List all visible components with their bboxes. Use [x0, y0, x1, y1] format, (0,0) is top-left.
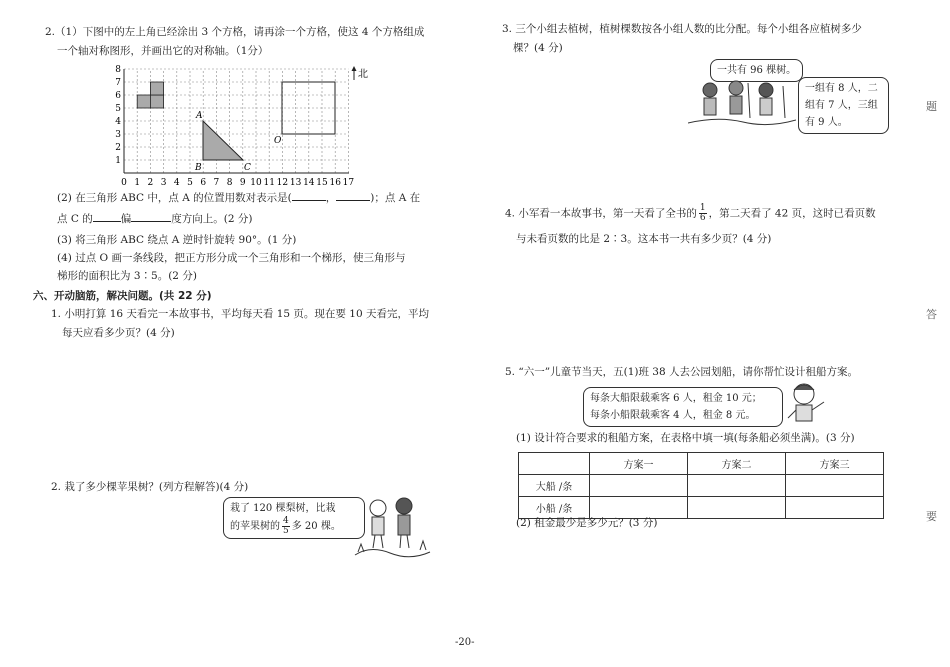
y-tick-label: 4: [115, 117, 121, 127]
table-cell[interactable]: [688, 497, 786, 519]
r3-bubble-groups: 一组有 8 人，二 组有 7 人，三组 有 9 人。: [798, 77, 889, 134]
page-number: -20-: [455, 637, 475, 648]
x-tick-label: 13: [289, 178, 302, 188]
x-tick-label: 12: [276, 178, 289, 188]
x-tick-label: 5: [187, 178, 193, 188]
shaded-square: [150, 82, 163, 95]
x-tick-label: 1: [134, 178, 141, 188]
rental-plan-table: [518, 452, 884, 519]
row-label-small-boat: 小船 /条: [519, 497, 590, 519]
y-tick-label: 3: [115, 130, 121, 140]
x-tick-label: 0: [121, 178, 127, 188]
r5-line1: 5. “六一”儿童节当天，五(1)班 38 人去公园划船，请你帮忙设计租船方案。: [505, 366, 858, 378]
table-header-cell: [519, 453, 590, 475]
r3-line1: 3. 三个小组去植树，植树棵数按各小组人数的比分配。每个小组各应植树多少: [502, 23, 862, 35]
margin-mark: 题: [926, 100, 937, 113]
s1-line2: 每天应看多少页？(4 分): [62, 327, 175, 339]
y-tick-label: 5: [115, 104, 121, 114]
table-header-cell: 方案一: [590, 453, 688, 475]
label-b: B: [195, 163, 202, 173]
shaded-square: [150, 95, 163, 108]
q2-part4-line1: (4) 过点 O 画一条线段，把正方形分成一个三角形和一个梯形，使三角形与: [57, 252, 406, 264]
label-c: C: [244, 163, 251, 173]
table-header-cell: 方案三: [786, 453, 884, 475]
s2-speech-bubble: 栽了 120 棵梨树，比栽 的苹果树的 $\frac{4}{5}$ 多 20 棵。: [223, 497, 365, 539]
y-tick-label: 6: [115, 91, 121, 101]
y-tick-label: 1: [115, 156, 121, 166]
triangle-abc: [203, 121, 243, 160]
label-a: A: [196, 111, 203, 121]
r5-part1: (1) 设计符合要求的租船方案，在表格中填一填(每条船必须坐满)。(3 分): [516, 432, 855, 444]
q2-part1-line2: 一个轴对称图形，并画出它的对称轴。（1分）: [57, 45, 269, 57]
y-tick-label: 7: [115, 78, 121, 88]
table-cell[interactable]: [688, 475, 786, 497]
x-tick-label: 3: [160, 178, 167, 188]
x-tick-label: 16: [329, 178, 341, 188]
r5-speech-bubble: 每条大船限载乘客 6 人，租金 10 元； 每条小船限载乘客 4 人，租金 8 元。: [583, 387, 783, 427]
x-tick-label: 14: [303, 178, 315, 188]
section-six-title: 六、开动脑筋，解决问题。(共 22 分): [33, 290, 212, 302]
table-cell[interactable]: [590, 475, 688, 497]
x-tick-label: 7: [213, 178, 220, 188]
x-tick-label: 15: [316, 178, 328, 188]
north-label: 北: [358, 69, 368, 80]
x-tick-label: 8: [226, 178, 233, 188]
table-row: [519, 475, 884, 497]
r3-bubble-total: 一共有 96 棵树。: [710, 59, 803, 82]
boy-illustration: [784, 380, 834, 428]
x-tick-label: 2: [147, 178, 154, 188]
x-tick-label: 17: [342, 178, 355, 188]
x-tick-label: 6: [200, 178, 207, 188]
r4-line2: 与未看页数的比是 2∶3。这本书一共有多少页？(4 分): [516, 233, 772, 245]
table-cell[interactable]: [786, 497, 884, 519]
q2-part1-line1: 2.（1）下图中的左上角已经涂出 3 个方格，请再涂一个方格，使这 4 个方格组成: [45, 26, 425, 38]
q2-part4-line2: 梯形的面积比为 3∶5。(2 分): [57, 270, 197, 282]
table-cell[interactable]: [786, 475, 884, 497]
r4-line1: 4. 小军看一本故事书，第一天看了全书的 $\frac{1}{6}$ ，第二天看了 42 页，这时已看页数: [505, 203, 876, 223]
x-tick-label: 11: [263, 178, 275, 188]
q2-part2-line2: 点 C 的 偏 度方向上。(2 分): [57, 213, 253, 225]
q2-part3: (3) 将三角形 ABC 绕点 A 逆时针旋转 90°。(1 分): [57, 234, 297, 246]
children-planting-illustration: [350, 490, 435, 565]
q2-part2-line1: (2) 在三角形 ABC 中，点 A 的位置用数对表示是( ， )；点 A 在: [57, 192, 421, 204]
r3-line2: 棵？(4 分): [513, 42, 563, 54]
y-tick-label: 2: [115, 143, 121, 153]
y-tick-label: 8: [115, 65, 121, 75]
north-arrowhead-icon: [352, 66, 357, 71]
table-header-cell: 方案二: [688, 453, 786, 475]
row-label-large-boat: 大船 /条: [519, 475, 590, 497]
margin-mark: 答: [926, 308, 937, 321]
tree-planting-illustration: [688, 78, 796, 128]
margin-mark: 要: [926, 510, 937, 523]
x-tick-label: 9: [239, 178, 246, 188]
coordinate-grid: [105, 60, 380, 190]
x-tick-label: 10: [250, 178, 262, 188]
s1-line1: 1. 小明打算 16 天看完一本故事书，平均每天看 15 页。现在要 10 天看完，平均: [51, 308, 429, 320]
s2-question: 2. 栽了多少棵苹果树？(列方程解答)(4 分): [51, 481, 249, 493]
label-o: O: [274, 136, 282, 146]
table-header-row: [519, 453, 884, 475]
r5-part2: (2) 租金最少是多少元？(3 分): [516, 517, 658, 529]
x-tick-label: 4: [173, 178, 180, 188]
shaded-square: [137, 95, 150, 108]
